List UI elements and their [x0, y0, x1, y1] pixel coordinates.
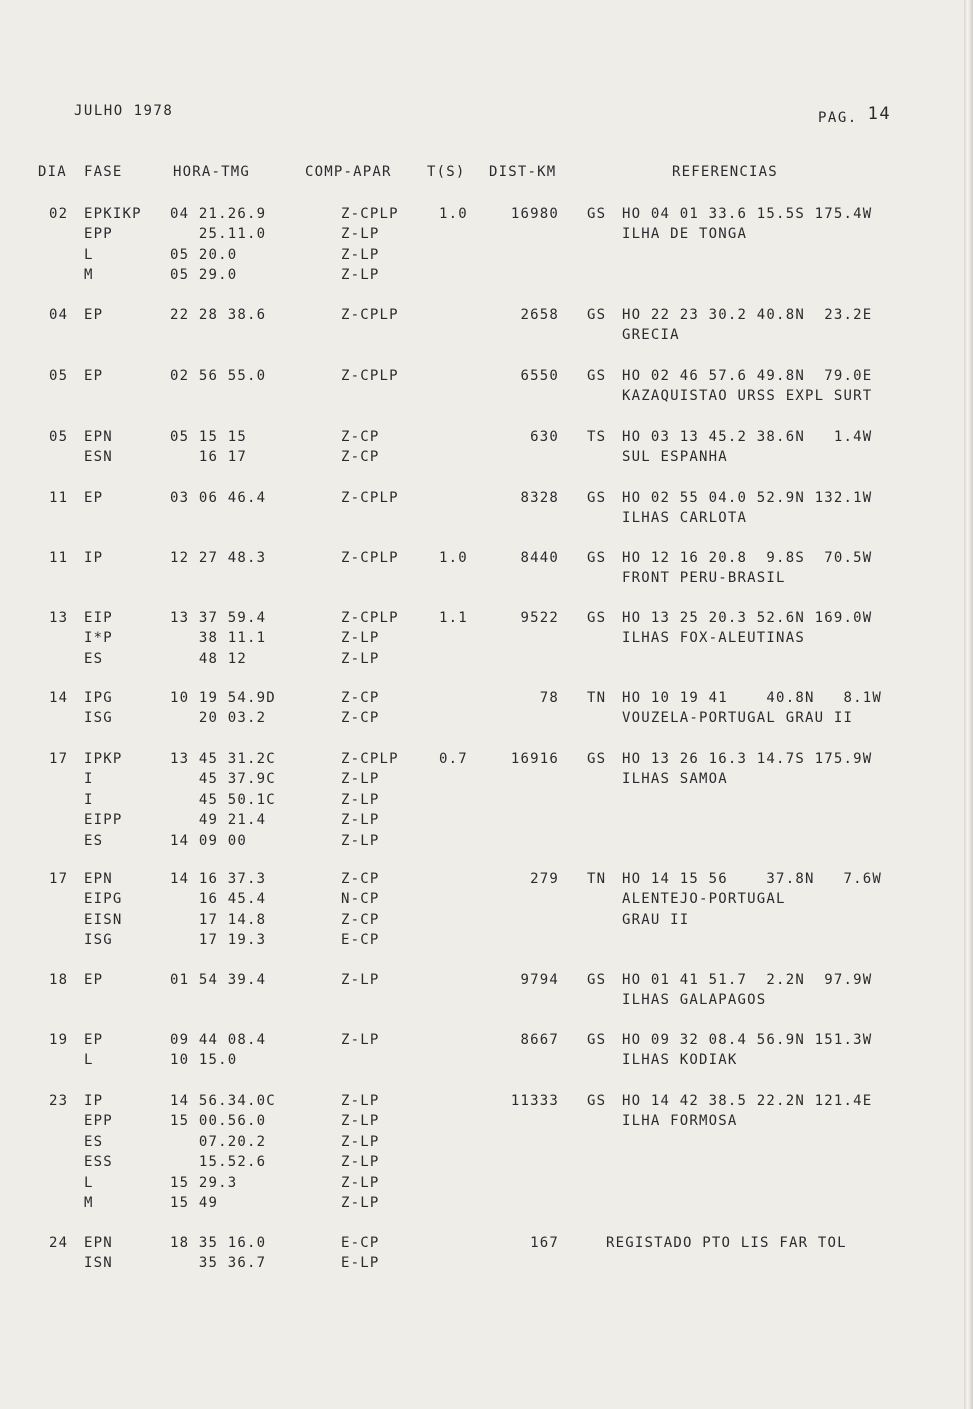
- cell-distance: 11333: [510, 1093, 559, 1109]
- cell-component: Z-CPLP: [341, 610, 399, 626]
- cell-reference: HO 12 16 20.8 9.8S 70.5W: [622, 550, 873, 566]
- cell-distance: 9794: [520, 972, 559, 988]
- cell-period: 1.1: [439, 610, 468, 626]
- cell-component: Z-CP: [341, 690, 380, 706]
- table-row: [0, 226, 973, 247]
- table-row: [0, 751, 973, 772]
- table-row: [0, 1154, 973, 1175]
- cell-component: N-CP: [341, 891, 380, 908]
- cell-reference: HO 01 41 51.7 2.2N 97.9W: [622, 972, 873, 988]
- cell-time: 45 37.9C: [170, 771, 276, 788]
- table-row: [0, 891, 973, 912]
- cell-distance: 8440: [520, 550, 559, 566]
- table-row: [0, 812, 973, 833]
- cell-phase: EIPP: [84, 812, 123, 829]
- cell-time: 03 06 46.4: [170, 490, 267, 506]
- cell-time: 13 45 31.2C: [170, 751, 276, 767]
- cell-reference: HO 13 26 16.3 14.7S 175.9W: [622, 751, 873, 767]
- cell-reference: ALENTEJO-PORTUGAL: [622, 891, 786, 908]
- cell-phase: I*P: [84, 630, 113, 647]
- table-row: [0, 1134, 973, 1155]
- col-header-comp: COMP-APAR: [305, 164, 392, 180]
- cell-component: Z-LP: [341, 650, 380, 667]
- cell-reference: GRECIA: [622, 327, 680, 344]
- cell-reference: SUL ESPANHA: [622, 449, 728, 466]
- table-row: [0, 206, 973, 227]
- col-header-hora: HORA-TMG: [173, 164, 251, 180]
- cell-phase: EIP: [84, 610, 113, 626]
- cell-day: 18: [49, 972, 69, 988]
- cell-period: 0.7: [439, 751, 468, 767]
- table-row: [0, 267, 973, 288]
- cell-time: 09 44 08.4: [170, 1032, 267, 1048]
- cell-reference: ILHAS SAMOA: [622, 771, 728, 788]
- table-row: [0, 651, 973, 672]
- cell-day: 24: [49, 1235, 69, 1251]
- cell-agency-code: GS: [587, 1032, 607, 1048]
- table-row: [0, 690, 973, 711]
- month-header: JULHO 1978: [74, 103, 174, 119]
- cell-time: 45 50.1C: [170, 791, 276, 808]
- cell-distance: 2658: [520, 307, 559, 323]
- col-header-dia: DIA: [38, 164, 67, 180]
- cell-reference: GRAU II: [622, 911, 690, 928]
- cell-reference: ILHAS CARLOTA: [622, 510, 748, 527]
- cell-reference: ILHAS GALAPAGOS: [622, 992, 767, 1009]
- cell-time: 15.52.6: [170, 1154, 267, 1171]
- cell-agency-code: GS: [587, 1093, 607, 1109]
- cell-component: E-CP: [341, 1235, 380, 1251]
- cell-component: E-LP: [341, 1255, 380, 1272]
- table-row: [0, 972, 973, 993]
- cell-component: Z-LP: [341, 1195, 380, 1211]
- cell-phase: EP: [84, 490, 104, 506]
- cell-period: 1.0: [439, 206, 468, 222]
- table-row: [0, 1032, 973, 1053]
- cell-distance: 16980: [510, 206, 559, 222]
- cell-reference: ILHA FORMOSA: [622, 1113, 738, 1130]
- col-header-dist: DIST-KM: [489, 164, 557, 180]
- cell-distance: 167: [530, 1235, 559, 1251]
- cell-time: 14 56.34.0C: [170, 1093, 276, 1109]
- cell-component: Z-LP: [341, 1174, 380, 1191]
- cell-agency-code: GS: [587, 307, 607, 323]
- cell-component: Z-LP: [341, 832, 380, 849]
- cell-day: 04: [49, 307, 69, 323]
- cell-time: 48 12: [170, 650, 248, 667]
- cell-time: 16 17: [170, 449, 248, 466]
- page-number: 14: [867, 104, 892, 124]
- table-row: [0, 1052, 973, 1073]
- cell-distance: 630: [530, 429, 559, 445]
- cell-reference: HO 22 23 30.2 40.8N 23.2E: [622, 307, 873, 323]
- cell-agency-code: GS: [587, 550, 607, 566]
- cell-reference: FRONT PERU-BRASIL: [622, 570, 786, 587]
- table-row: [0, 1195, 973, 1216]
- cell-day: 11: [49, 550, 69, 566]
- cell-component: Z-CPLP: [341, 550, 399, 566]
- cell-component: Z-LP: [341, 1113, 380, 1130]
- cell-day: 02: [49, 206, 69, 222]
- table-row: [0, 570, 973, 591]
- cell-time: 10 15.0: [170, 1052, 238, 1069]
- cell-reference: ILHA DE TONGA: [622, 226, 748, 243]
- cell-component: Z-CP: [341, 710, 380, 727]
- cell-phase: M: [84, 1195, 94, 1211]
- cell-time: 38 11.1: [170, 630, 267, 647]
- cell-phase: IPG: [84, 690, 113, 706]
- table-row: [0, 1235, 973, 1256]
- table-row: [0, 932, 973, 953]
- table-row: [0, 1093, 973, 1114]
- table-row: [0, 510, 973, 531]
- cell-component: Z-LP: [341, 226, 380, 243]
- table-row: [0, 630, 973, 651]
- cell-day: 17: [49, 751, 69, 767]
- table-row: [0, 429, 973, 450]
- cell-time: 05 29.0: [170, 267, 238, 284]
- cell-time: 13 37 59.4: [170, 610, 267, 626]
- table-row: [0, 449, 973, 470]
- cell-component: Z-CPLP: [341, 206, 399, 222]
- cell-phase: EP: [84, 1032, 104, 1048]
- cell-component: Z-CP: [341, 449, 380, 466]
- cell-component: Z-CP: [341, 429, 380, 445]
- cell-phase: ESS: [84, 1154, 113, 1171]
- cell-component: Z-LP: [341, 1154, 380, 1171]
- table-row: [0, 1175, 973, 1196]
- cell-component: Z-LP: [341, 791, 380, 808]
- cell-phase: ES: [84, 650, 104, 667]
- cell-time: 16 45.4: [170, 891, 267, 908]
- cell-phase: ES: [84, 1133, 104, 1150]
- cell-phase: IPKP: [84, 751, 123, 767]
- cell-distance: 279: [530, 871, 559, 887]
- cell-distance: 6550: [520, 368, 559, 384]
- cell-time: 01 54 39.4: [170, 972, 267, 988]
- table-row: [0, 247, 973, 268]
- cell-time: 17 14.8: [170, 911, 267, 928]
- cell-phase: EP: [84, 368, 104, 384]
- table-row: [0, 307, 973, 328]
- cell-time: 10 19 54.9D: [170, 690, 276, 706]
- cell-day: 13: [49, 610, 69, 626]
- cell-reference: HO 03 13 45.2 38.6N 1.4W: [622, 429, 873, 445]
- cell-reference: ILHAS KODIAK: [622, 1052, 738, 1069]
- cell-day: 19: [49, 1032, 69, 1048]
- cell-component: Z-LP: [341, 267, 380, 284]
- table-row: [0, 771, 973, 792]
- table-row: [0, 871, 973, 892]
- cell-agency-code: GS: [587, 751, 607, 767]
- cell-component: Z-CP: [341, 871, 380, 887]
- cell-reference: HO 02 55 04.0 52.9N 132.1W: [622, 490, 873, 506]
- table-row: [0, 1255, 973, 1276]
- cell-reference: HO 09 32 08.4 56.9N 151.3W: [622, 1032, 873, 1048]
- cell-agency-code: GS: [587, 490, 607, 506]
- table-row: [0, 368, 973, 389]
- cell-phase: M: [84, 267, 94, 284]
- cell-component: E-CP: [341, 932, 380, 949]
- col-header-ref: REFERENCIAS: [672, 164, 778, 180]
- cell-time: 14 09 00: [170, 832, 248, 849]
- cell-time: 22 28 38.6: [170, 307, 267, 323]
- cell-distance: 78: [539, 690, 559, 706]
- cell-time: 02 56 55.0: [170, 368, 267, 384]
- table-row: [0, 710, 973, 731]
- cell-distance: 8667: [520, 1032, 559, 1048]
- table-row: [0, 992, 973, 1013]
- table-row: [0, 833, 973, 854]
- cell-distance: 16916: [510, 751, 559, 767]
- cell-phase: EPKIKP: [84, 206, 142, 222]
- cell-phase: EPN: [84, 1235, 113, 1251]
- cell-reference: HO 14 15 56 37.8N 7.6W: [622, 871, 882, 887]
- cell-time: 15 00.56.0: [170, 1113, 267, 1130]
- cell-component: Z-CPLP: [341, 490, 399, 506]
- cell-time: 05 15 15: [170, 429, 248, 445]
- cell-agency-code: TN: [587, 871, 607, 887]
- table-row: [0, 610, 973, 631]
- page-label: PAG.: [818, 110, 858, 126]
- cell-reference: HO 02 46 57.6 49.8N 79.0E: [622, 368, 873, 384]
- cell-distance: 9522: [520, 610, 559, 626]
- cell-phase: I: [84, 771, 94, 788]
- cell-component: Z-CPLP: [341, 751, 399, 767]
- cell-component: Z-LP: [341, 630, 380, 647]
- cell-component: Z-LP: [341, 246, 380, 263]
- table-row: [0, 912, 973, 933]
- cell-phase: ES: [84, 832, 104, 849]
- cell-phase: EPP: [84, 1113, 113, 1130]
- cell-phase: EP: [84, 972, 104, 988]
- cell-period: 1.0: [439, 550, 468, 566]
- cell-phase: I: [84, 791, 94, 808]
- cell-time: 14 16 37.3: [170, 871, 267, 887]
- cell-day: 05: [49, 368, 69, 384]
- cell-time: 04 21.26.9: [170, 206, 267, 222]
- cell-agency-code: TS: [587, 429, 607, 445]
- cell-reference: HO 13 25 20.3 52.6N 169.0W: [622, 610, 873, 626]
- table-row: [0, 388, 973, 409]
- cell-time: 18 35 16.0: [170, 1235, 267, 1251]
- cell-phase: EPN: [84, 429, 113, 445]
- cell-component: Z-CP: [341, 911, 380, 928]
- cell-phase: IP: [84, 1093, 104, 1109]
- table-row: [0, 1113, 973, 1134]
- cell-time: 20 03.2: [170, 710, 267, 727]
- cell-component: Z-LP: [341, 1032, 380, 1048]
- cell-agency-code: GS: [587, 368, 607, 384]
- cell-phase: ESN: [84, 449, 113, 466]
- cell-phase: ISN: [84, 1255, 113, 1272]
- page-number-header: [818, 104, 892, 127]
- cell-agency-code: GS: [587, 972, 607, 988]
- cell-agency-code: TN: [587, 690, 607, 706]
- cell-component: Z-CPLP: [341, 368, 399, 384]
- cell-phase: ISG: [84, 932, 113, 949]
- cell-time: 15 49: [170, 1195, 219, 1211]
- cell-phase: L: [84, 1052, 94, 1069]
- cell-note: REGISTADO PTO LIS FAR TOL: [606, 1235, 847, 1251]
- cell-phase: EISN: [84, 911, 123, 928]
- cell-reference: HO 04 01 33.6 15.5S 175.4W: [622, 206, 873, 222]
- cell-reference: VOUZELA-PORTUGAL GRAU II: [622, 710, 854, 727]
- cell-component: Z-LP: [341, 972, 380, 988]
- col-header-fase: FASE: [84, 164, 123, 180]
- cell-reference: HO 14 42 38.5 22.2N 121.4E: [622, 1093, 873, 1109]
- cell-phase: L: [84, 246, 94, 263]
- table-row: [0, 490, 973, 511]
- cell-component: Z-LP: [341, 812, 380, 829]
- table-row: [0, 327, 973, 348]
- cell-time: 05 20.0: [170, 246, 238, 263]
- cell-component: Z-LP: [341, 1093, 380, 1109]
- cell-time: 17 19.3: [170, 932, 267, 949]
- cell-reference: KAZAQUISTAO URSS EXPL SURT: [622, 388, 873, 405]
- cell-component: Z-LP: [341, 1133, 380, 1150]
- cell-day: 05: [49, 429, 69, 445]
- cell-time: 15 29.3: [170, 1174, 238, 1191]
- cell-time: 07.20.2: [170, 1133, 267, 1150]
- cell-reference: ILHAS FOX-ALEUTINAS: [622, 630, 805, 647]
- cell-day: 11: [49, 490, 69, 506]
- cell-phase: EP: [84, 307, 104, 323]
- cell-phase: EPP: [84, 226, 113, 243]
- cell-phase: EIPG: [84, 891, 123, 908]
- cell-time: 49 21.4: [170, 812, 267, 829]
- cell-time: 35 36.7: [170, 1255, 267, 1272]
- cell-day: 17: [49, 871, 69, 887]
- cell-agency-code: GS: [587, 610, 607, 626]
- table-row: [0, 550, 973, 571]
- cell-phase: IP: [84, 550, 104, 566]
- cell-day: 23: [49, 1093, 69, 1109]
- cell-time: 12 27 48.3: [170, 550, 267, 566]
- cell-day: 14: [49, 690, 69, 706]
- cell-phase: EPN: [84, 871, 113, 887]
- cell-reference: HO 10 19 41 40.8N 8.1W: [622, 690, 882, 706]
- table-row: [0, 792, 973, 813]
- col-header-ts: T(S): [427, 164, 466, 180]
- cell-phase: ISG: [84, 710, 113, 727]
- cell-component: Z-LP: [341, 771, 380, 788]
- cell-distance: 8328: [520, 490, 559, 506]
- cell-agency-code: GS: [587, 206, 607, 222]
- cell-phase: L: [84, 1174, 94, 1191]
- cell-component: Z-CPLP: [341, 307, 399, 323]
- cell-time: 25.11.0: [170, 226, 267, 243]
